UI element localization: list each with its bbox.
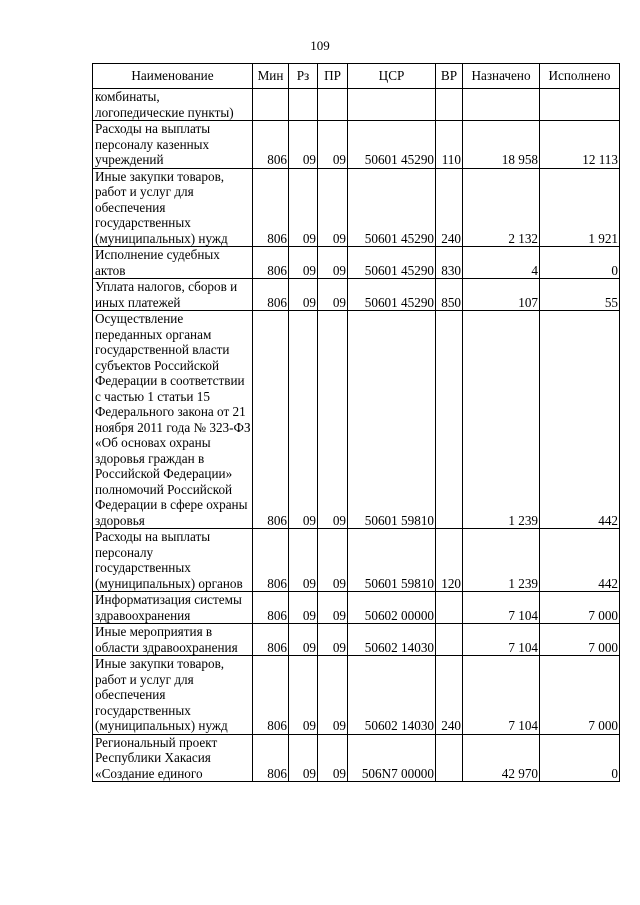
- cell-executed: 0: [540, 734, 620, 782]
- cell-csr: 50602 14030: [348, 624, 436, 656]
- cell-name: Иные закупки товаров, работ и услуг для обеспечения государственных (муниципальных) нужд: [93, 656, 253, 735]
- cell-assigned: 7 104: [463, 624, 540, 656]
- cell-name: комбинаты, логопедические пункты): [93, 89, 253, 121]
- table-body: [93, 89, 620, 782]
- budget-table: [92, 63, 620, 782]
- table-row: [93, 89, 620, 121]
- table-row: [93, 168, 620, 247]
- cell-csr: 50602 00000: [348, 592, 436, 624]
- cell-csr: 50601 45290: [348, 279, 436, 311]
- table-row: [93, 529, 620, 592]
- cell-rz: 09: [289, 168, 318, 247]
- header-rz: Рз: [289, 64, 318, 89]
- cell-executed: 7 000: [540, 656, 620, 735]
- cell-executed: [540, 89, 620, 121]
- cell-vr: [436, 734, 463, 782]
- page-number: 109: [310, 38, 330, 53]
- cell-min: 806: [253, 279, 289, 311]
- cell-csr: 50601 45290: [348, 121, 436, 169]
- cell-vr: 240: [436, 168, 463, 247]
- cell-min: 806: [253, 121, 289, 169]
- table-row: [93, 592, 620, 624]
- header-executed: Исполнено: [540, 64, 620, 89]
- cell-rz: 09: [289, 624, 318, 656]
- cell-name: Информатизация системы здравоохранения: [93, 592, 253, 624]
- table-header: [93, 64, 620, 89]
- table-row: [93, 247, 620, 279]
- cell-pr: 09: [318, 168, 348, 247]
- cell-executed: 442: [540, 529, 620, 592]
- table-row: [93, 656, 620, 735]
- cell-rz: 09: [289, 592, 318, 624]
- cell-pr: 09: [318, 247, 348, 279]
- cell-assigned: 107: [463, 279, 540, 311]
- cell-min: 806: [253, 656, 289, 735]
- header-csr: ЦСР: [348, 64, 436, 89]
- cell-vr: [436, 311, 463, 529]
- cell-assigned: 1 239: [463, 311, 540, 529]
- cell-name: Иные мероприятия в области здравоохранения: [93, 624, 253, 656]
- cell-executed: 7 000: [540, 592, 620, 624]
- cell-min: 806: [253, 311, 289, 529]
- cell-min: 806: [253, 247, 289, 279]
- cell-vr: 850: [436, 279, 463, 311]
- table-row: [93, 311, 620, 529]
- cell-vr: 830: [436, 247, 463, 279]
- cell-name: Осуществление переданных органам государственной власти субъектов Российской Федерации в соответствии с частью 1 статьи 15 Федерального закона от 21 ноября 2011 года № 323-ФЗ «Об основах охраны здоровья граждан в Российской Федерации» полномочий Российской Федерации в сфере охраны здоровья: [93, 311, 253, 529]
- cell-vr: 120: [436, 529, 463, 592]
- header-min: Мин: [253, 64, 289, 89]
- cell-rz: [289, 89, 318, 121]
- cell-pr: 09: [318, 279, 348, 311]
- header-assigned: Назначено: [463, 64, 540, 89]
- cell-csr: 506N7 00000: [348, 734, 436, 782]
- cell-pr: [318, 89, 348, 121]
- cell-pr: 09: [318, 656, 348, 735]
- header-row: [93, 64, 620, 89]
- cell-name: Расходы на выплаты персоналу государственных (муниципальных) органов: [93, 529, 253, 592]
- table-row: [93, 624, 620, 656]
- cell-pr: 09: [318, 624, 348, 656]
- cell-min: 806: [253, 624, 289, 656]
- cell-name: Расходы на выплаты персоналу казенных учреждений: [93, 121, 253, 169]
- cell-executed: 7 000: [540, 624, 620, 656]
- cell-assigned: 7 104: [463, 656, 540, 735]
- cell-min: 806: [253, 529, 289, 592]
- cell-name: Уплата налогов, сборов и иных платежей: [93, 279, 253, 311]
- cell-name: Иные закупки товаров, работ и услуг для обеспечения государственных (муниципальных) нужд: [93, 168, 253, 247]
- cell-pr: 09: [318, 592, 348, 624]
- cell-csr: 50601 59810: [348, 529, 436, 592]
- cell-vr: [436, 624, 463, 656]
- cell-min: 806: [253, 734, 289, 782]
- cell-vr: [436, 592, 463, 624]
- cell-csr: 50601 45290: [348, 168, 436, 247]
- cell-assigned: 1 239: [463, 529, 540, 592]
- cell-csr: 50601 59810: [348, 311, 436, 529]
- cell-assigned: [463, 89, 540, 121]
- cell-pr: 09: [318, 311, 348, 529]
- table-row: [93, 734, 620, 782]
- cell-pr: 09: [318, 529, 348, 592]
- cell-csr: 50601 45290: [348, 247, 436, 279]
- cell-assigned: 42 970: [463, 734, 540, 782]
- cell-csr: 50602 14030: [348, 656, 436, 735]
- cell-rz: 09: [289, 279, 318, 311]
- cell-pr: 09: [318, 734, 348, 782]
- cell-rz: 09: [289, 734, 318, 782]
- cell-min: 806: [253, 592, 289, 624]
- cell-rz: 09: [289, 247, 318, 279]
- cell-executed: 0: [540, 247, 620, 279]
- cell-csr: [348, 89, 436, 121]
- table-row: [93, 121, 620, 169]
- header-vr: ВР: [436, 64, 463, 89]
- cell-executed: 1 921: [540, 168, 620, 247]
- cell-rz: 09: [289, 311, 318, 529]
- cell-assigned: 4: [463, 247, 540, 279]
- header-pr: ПР: [318, 64, 348, 89]
- cell-executed: 55: [540, 279, 620, 311]
- cell-executed: 12 113: [540, 121, 620, 169]
- cell-pr: 09: [318, 121, 348, 169]
- cell-assigned: 7 104: [463, 592, 540, 624]
- cell-name: Исполнение судебных актов: [93, 247, 253, 279]
- cell-min: [253, 89, 289, 121]
- cell-assigned: 18 958: [463, 121, 540, 169]
- cell-name: Региональный проект Республики Хакасия «Создание единого: [93, 734, 253, 782]
- cell-vr: [436, 89, 463, 121]
- cell-vr: 110: [436, 121, 463, 169]
- cell-rz: 09: [289, 121, 318, 169]
- cell-assigned: 2 132: [463, 168, 540, 247]
- cell-executed: 442: [540, 311, 620, 529]
- cell-rz: 09: [289, 656, 318, 735]
- cell-rz: 09: [289, 529, 318, 592]
- cell-vr: 240: [436, 656, 463, 735]
- table-row: [93, 279, 620, 311]
- header-name: Наименование: [93, 64, 253, 89]
- cell-min: 806: [253, 168, 289, 247]
